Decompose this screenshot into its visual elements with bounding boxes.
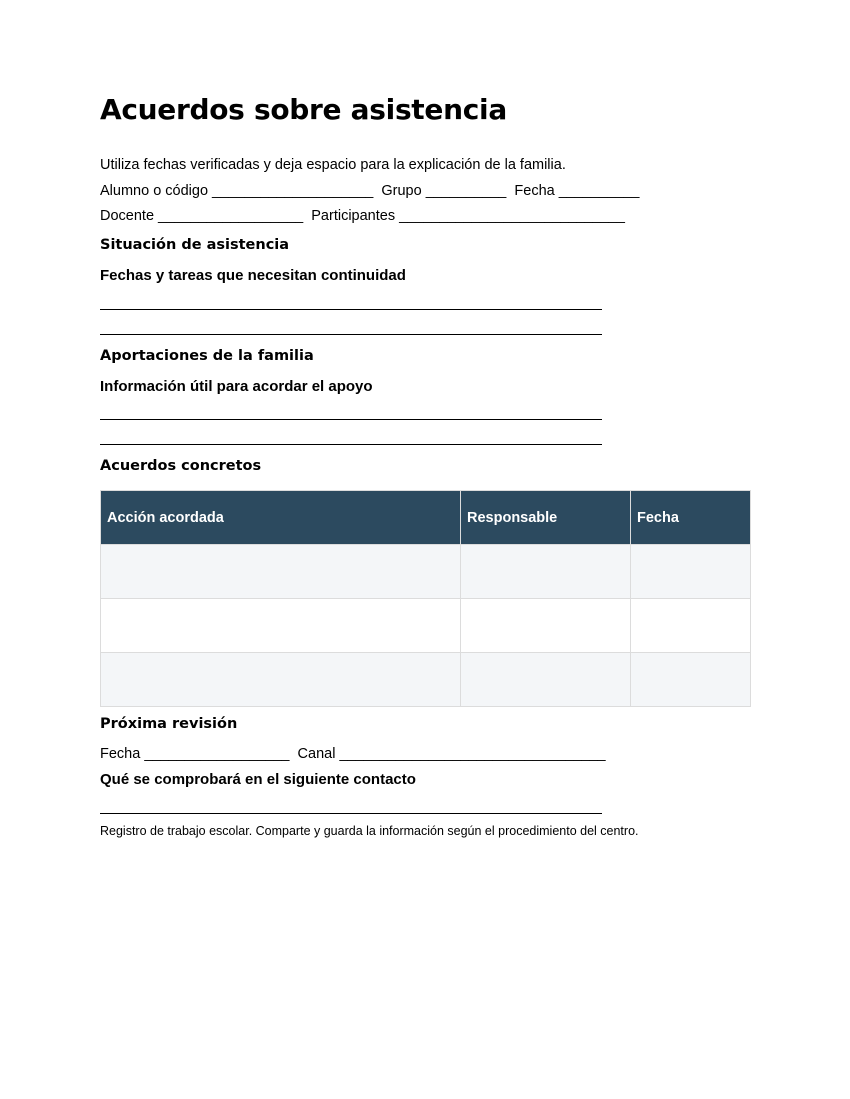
writing-line: [100, 813, 602, 814]
footer-note: Registro de trabajo escolar. Comparte y guarda la información según el procedimiento del centro.: [100, 824, 639, 838]
teacher-participants-fields: Docente __________________ Participantes ____________________________: [100, 208, 625, 224]
table-cell-fecha[interactable]: [631, 599, 751, 653]
table-row: [101, 599, 751, 653]
section-heading-aportaciones: Aportaciones de la familia: [100, 348, 314, 364]
writing-line: [100, 444, 602, 445]
student-group-date-fields: Alumno o código ____________________ Grupo __________ Fecha __________: [100, 183, 640, 199]
table-cell-fecha[interactable]: [631, 653, 751, 707]
section-heading-acuerdos: Acuerdos concretos: [100, 458, 262, 474]
writing-line: [100, 334, 602, 335]
table-cell-responsable[interactable]: [461, 599, 631, 653]
label-que-se-comprobara: Qué se comprobará en el siguiente contacto: [100, 771, 416, 788]
table-cell-responsable[interactable]: [461, 545, 631, 599]
intro-text: Utiliza fechas verificadas y deja espacio para la explicación de la familia.: [100, 157, 566, 173]
column-header-fecha: Fecha: [631, 491, 751, 545]
label-informacion-util: Información útil para acordar el apoyo: [100, 378, 373, 395]
table-header-row: [101, 491, 751, 545]
writing-line: [100, 419, 602, 420]
writing-line: [100, 309, 602, 310]
page-title: Acuerdos sobre asistencia: [100, 93, 507, 126]
label-fechas-tareas: Fechas y tareas que necesitan continuidad: [100, 267, 406, 284]
table-cell-responsable[interactable]: [461, 653, 631, 707]
section-heading-revision: Próxima revisión: [100, 716, 238, 732]
table-cell-accion[interactable]: [101, 599, 461, 653]
acuerdos-table: [100, 490, 751, 707]
table-cell-fecha[interactable]: [631, 545, 751, 599]
revision-date-channel-fields: Fecha __________________ Canal _________________________________: [100, 746, 606, 762]
table-row: [101, 545, 751, 599]
section-heading-situacion: Situación de asistencia: [100, 237, 290, 253]
column-header-responsable: Responsable: [461, 491, 631, 545]
table-cell-accion[interactable]: [101, 653, 461, 707]
column-header-accion: Acción acordada: [101, 491, 461, 545]
table-row: [101, 653, 751, 707]
table-cell-accion[interactable]: [101, 545, 461, 599]
